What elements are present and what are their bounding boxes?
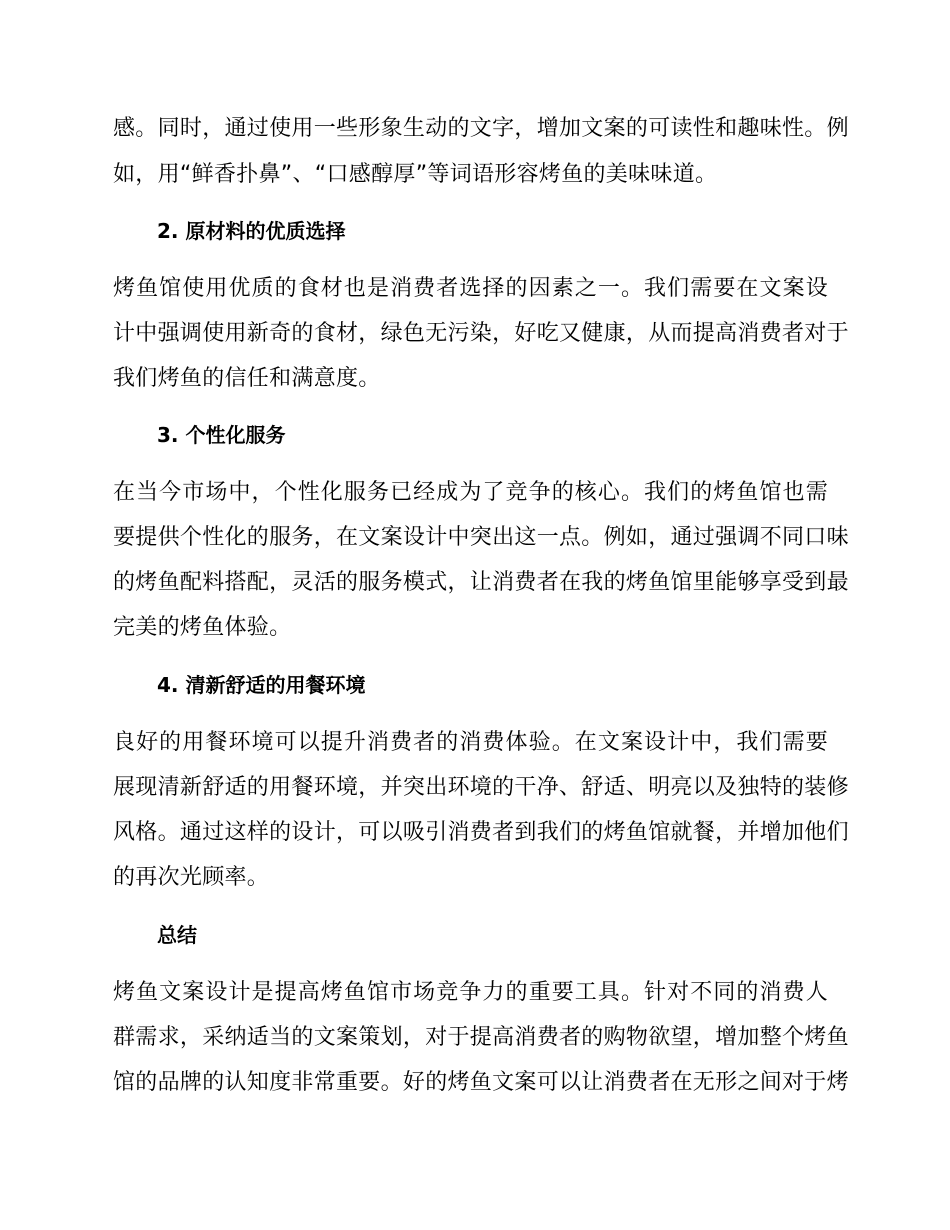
paragraph-line: 感。同时，通过使用一些形象生动的文字，增加文案的可读性和趣味性。例 xyxy=(113,116,849,141)
paragraph-line: 如，用“鲜香扑鼻”、“口感醇厚”等词语形容烤鱼的美味味道。 xyxy=(113,162,718,187)
paragraph-line: 良好的用餐环境可以提升消费者的消费体验。在文案设计中，我们需要 xyxy=(113,730,828,755)
paragraph-line: 在当今市场中，个性化服务已经成为了竞争的核心。我们的烤鱼馆也需 xyxy=(113,480,828,505)
section-heading: 总结 xyxy=(157,923,197,947)
paragraph-line: 要提供个性化的服务，在文案设计中突出这一点。例如，通过强调不同口味 xyxy=(113,525,849,550)
section-heading: 4. 清新舒适的用餐环境 xyxy=(157,673,366,697)
paragraph-line: 馆的品牌的认知度非常重要。好的烤鱼文案可以让消费者在无形之间对于烤 xyxy=(113,1070,849,1095)
section-heading: 3. 个性化服务 xyxy=(157,423,286,447)
paragraph-line: 计中强调使用新奇的食材，绿色无污染，好吃又健康，从而提高消费者对于 xyxy=(113,321,849,346)
paragraph-line: 烤鱼馆使用优质的食材也是消费者选择的因素之一。我们需要在文案设 xyxy=(113,276,828,301)
paragraph-line: 烤鱼文案设计是提高烤鱼馆市场竞争力的重要工具。针对不同的消费人 xyxy=(113,980,828,1005)
section-heading: 2. 原材料的优质选择 xyxy=(157,219,346,243)
paragraph-line: 展现清新舒适的用餐环境，并突出环境的干净、舒适、明亮以及独特的装修 xyxy=(113,775,849,800)
paragraph-line: 我们烤鱼的信任和满意度。 xyxy=(113,366,381,391)
paragraph-line: 群需求，采纳适当的文案策划，对于提高消费者的购物欲望，增加整个烤鱼 xyxy=(113,1025,849,1050)
paragraph-line: 完美的烤鱼体验。 xyxy=(113,615,292,640)
paragraph-line: 的再次光顾率。 xyxy=(113,865,270,890)
paragraph-line: 的烤鱼配料搭配，灵活的服务模式，让消费者在我的烤鱼馆里能够享受到最 xyxy=(113,570,849,595)
paragraph-line: 风格。通过这样的设计，可以吸引消费者到我们的烤鱼馆就餐，并增加他们 xyxy=(113,820,849,845)
